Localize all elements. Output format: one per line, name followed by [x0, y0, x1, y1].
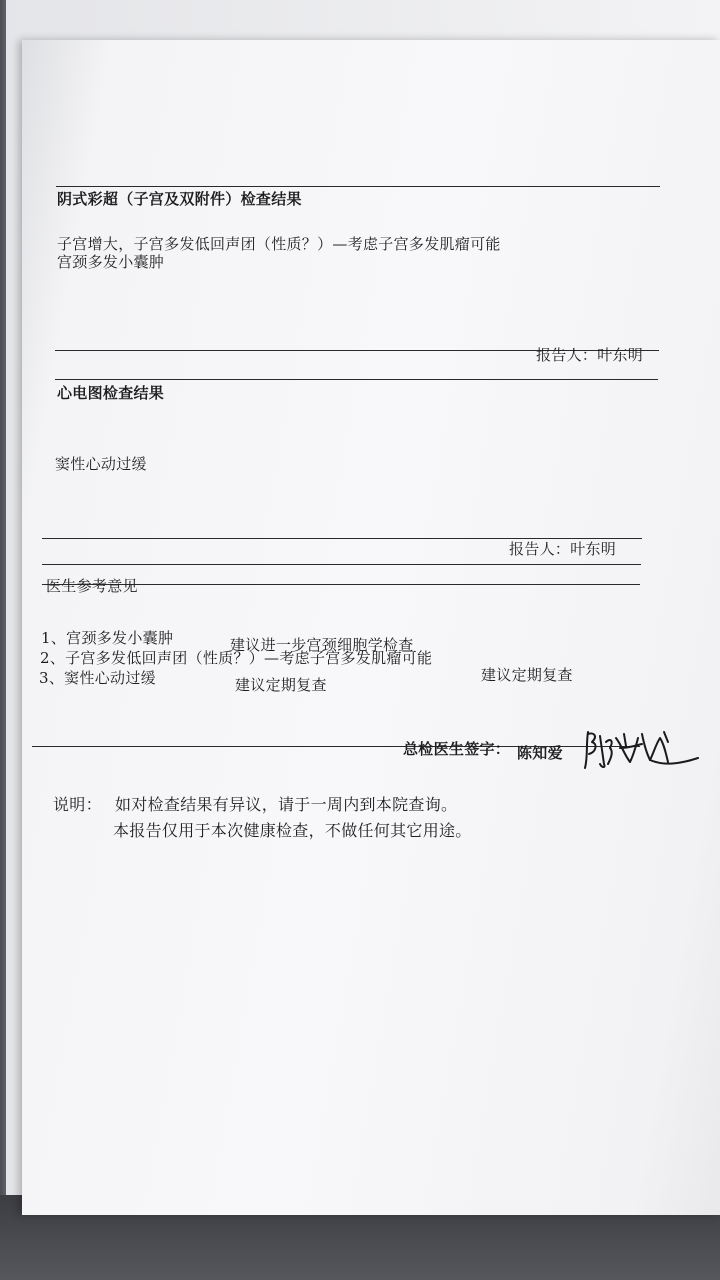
advice-recommendation-3: 建议定期复查	[235, 676, 327, 694]
ultrasound-reporter	[536, 344, 643, 365]
reporter-label: 报告人：	[536, 346, 598, 364]
ultrasound-result-line-1: 子宫增大，子宫多发低回声团（性质？）—考虑子宫多发肌瘤可能	[57, 235, 501, 253]
section-divider	[42, 564, 641, 565]
notes-line-1: 如对检查结果有异议，请于一周内到本院查询。	[115, 795, 458, 814]
report-page	[22, 40, 720, 1215]
reporter-name: 叶东明	[570, 540, 617, 558]
advice-finding-3: 3、窦性心动过缓	[39, 669, 156, 687]
notes-line-2: 本报告仅用于本次健康检查，不做任何其它用途。	[113, 821, 472, 840]
advice-recommendation-1: 建议进一步宫颈细胞学检查	[230, 636, 414, 654]
signature-name: 陈知爱	[517, 744, 563, 762]
section-divider	[55, 379, 658, 380]
notes-label: 说明：	[53, 795, 102, 814]
ultrasound-title: 阴式彩超（子宫及双附件）检查结果	[57, 190, 302, 208]
advice-finding-1: 1、宫颈多发小囊肿	[41, 629, 174, 647]
advice-recommendation-2: 建议定期复查	[481, 666, 573, 684]
ecg-result: 窦性心动过缓	[55, 455, 147, 473]
reporter-label: 报告人：	[509, 540, 571, 558]
ecg-reporter	[509, 538, 616, 559]
advice-finding-2: 2、子宫多发低回声团（性质？）—考虑子宫多发肌瘤可能	[40, 649, 433, 667]
advice-title: 医生参考意见	[46, 577, 138, 595]
section-divider	[56, 186, 660, 187]
ecg-title: 心电图检查结果	[57, 384, 165, 402]
handwritten-signature	[580, 724, 702, 776]
signature-label: 总检医生签字：	[403, 740, 511, 758]
ultrasound-result-line-2: 宫颈多发小囊肿	[57, 253, 165, 271]
reporter-name: 叶东明	[597, 346, 644, 364]
